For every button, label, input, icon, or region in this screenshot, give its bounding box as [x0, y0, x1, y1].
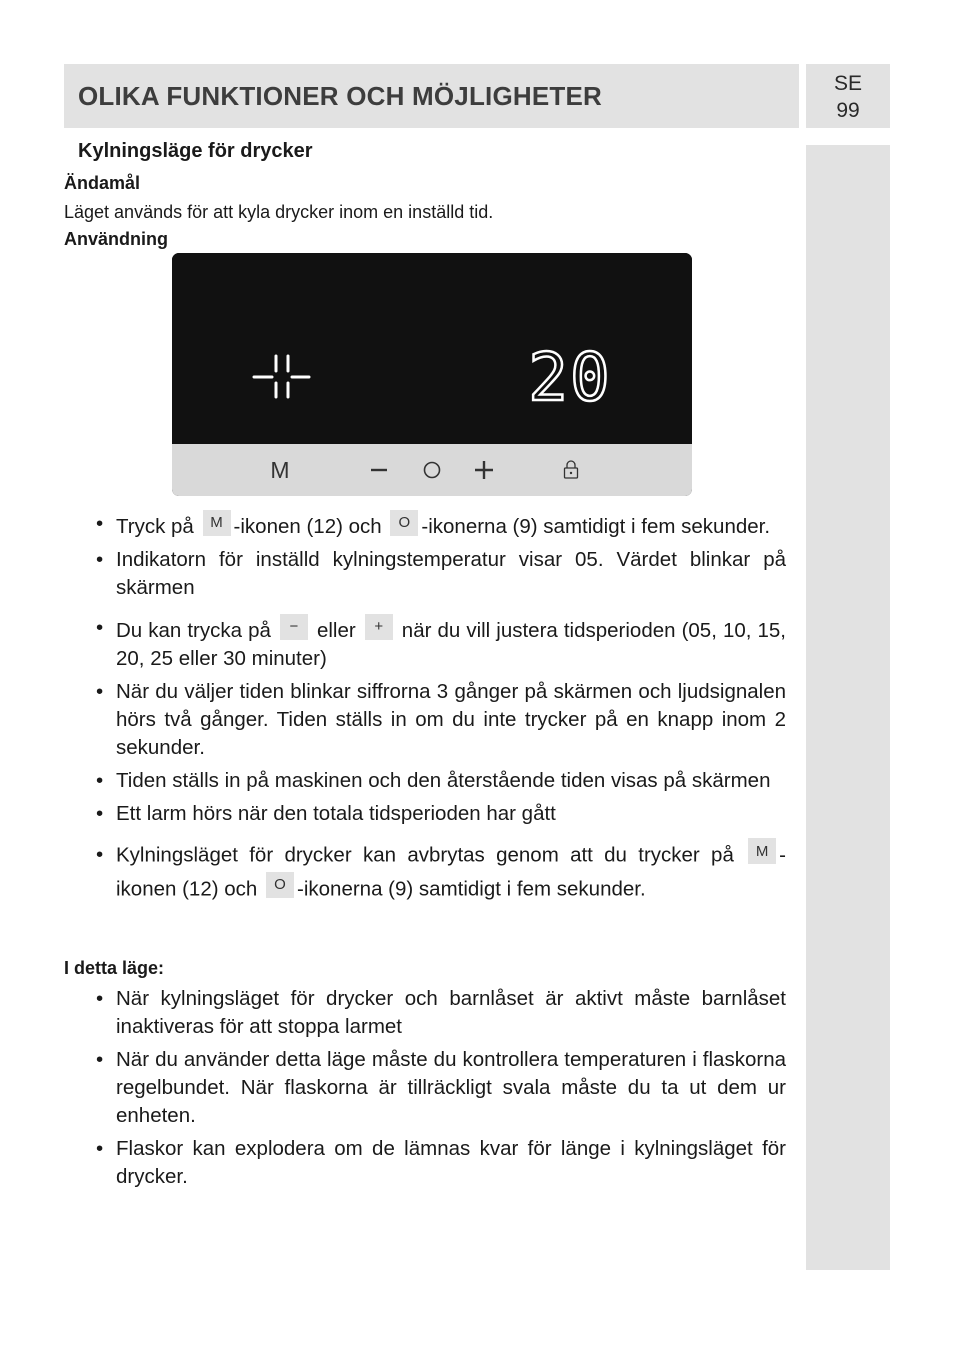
minus-icon — [367, 444, 391, 496]
lock-icon — [560, 444, 582, 496]
purpose-heading: Ändamål — [64, 173, 141, 193]
mode-button: M — [270, 456, 290, 483]
drinks-mode-symbol — [254, 356, 309, 397]
list-item: • När du använder detta läge måste du kontrollera temperaturen i flaskorna regelbundet. När flaskorna är tillräckligt svala måste du ta ut dem ur enheten. — [96, 1046, 786, 1130]
page-number-box — [806, 64, 890, 128]
panel-display — [172, 253, 692, 444]
side-strip — [806, 145, 890, 1270]
list-item: • Tryck på M -ikonen (12) och O -ikonerna (9) samtidigt i fem sekunder. — [96, 510, 786, 541]
list-item: • Du kan trycka på − eller + när du vill justera tidsperioden (05, 10, 15, 20, 25 eller 30 minuter) — [96, 614, 786, 673]
mode-notes-list — [96, 985, 786, 1196]
page-number: 99 — [836, 99, 860, 122]
segment-display — [172, 253, 692, 444]
plus-key-icon: + — [365, 614, 393, 640]
o-key-icon: O — [266, 872, 294, 898]
usage-heading: Användning — [64, 229, 168, 249]
ok-circle-icon — [420, 444, 444, 496]
list-item: • Indikatorn för inställd kylningstemperatur visar 05. Värdet blinkar på skärmen — [96, 546, 786, 602]
plus-icon — [472, 444, 496, 496]
display-value: 20 — [528, 339, 612, 416]
o-key-icon: O — [390, 510, 418, 536]
panel-button-bar — [172, 444, 692, 496]
minus-key-icon: − — [280, 614, 308, 640]
list-item: • Ett larm hörs när den totala tidsperioden har gått — [96, 800, 786, 828]
usage-steps-list — [96, 510, 786, 910]
purpose-text: Läget används för att kyla drycker inom en inställd tid. — [64, 202, 494, 222]
mode-heading: I detta läge: — [64, 958, 165, 978]
list-item: • Kylningsläget för drycker kan avbrytas genom att du trycker på M -ikonen (12) och O -ikonerna (9) samtidigt i fem sekunder. — [96, 838, 786, 905]
m-key-icon: M — [748, 838, 776, 864]
list-item: • När du väljer tiden blinkar siffrorna 3 gånger på skärmen och ljudsignalen hörs två gånger. Tiden ställs in om du inte trycker på en knapp inom 2 sekunder. — [96, 678, 786, 762]
list-item: • Flaskor kan explodera om de lämnas kvar för länge i kylningsläget för drycker. — [96, 1135, 786, 1191]
language-code: SE — [833, 72, 862, 95]
page-title: OLIKA FUNKTIONER OCH MÖJLIGHETER — [78, 80, 602, 111]
control-panel-illustration — [172, 253, 692, 496]
header-bar — [64, 64, 799, 128]
m-key-icon: M — [203, 510, 231, 536]
list-item: • När kylningsläget för drycker och barnlåset är aktivt måste barnlåset inaktiveras för att stoppa larmet — [96, 985, 786, 1041]
section-title: Kylningsläge för drycker — [78, 140, 313, 162]
list-item: • Tiden ställs in på maskinen och den återstående tiden visas på skärmen — [96, 767, 786, 795]
